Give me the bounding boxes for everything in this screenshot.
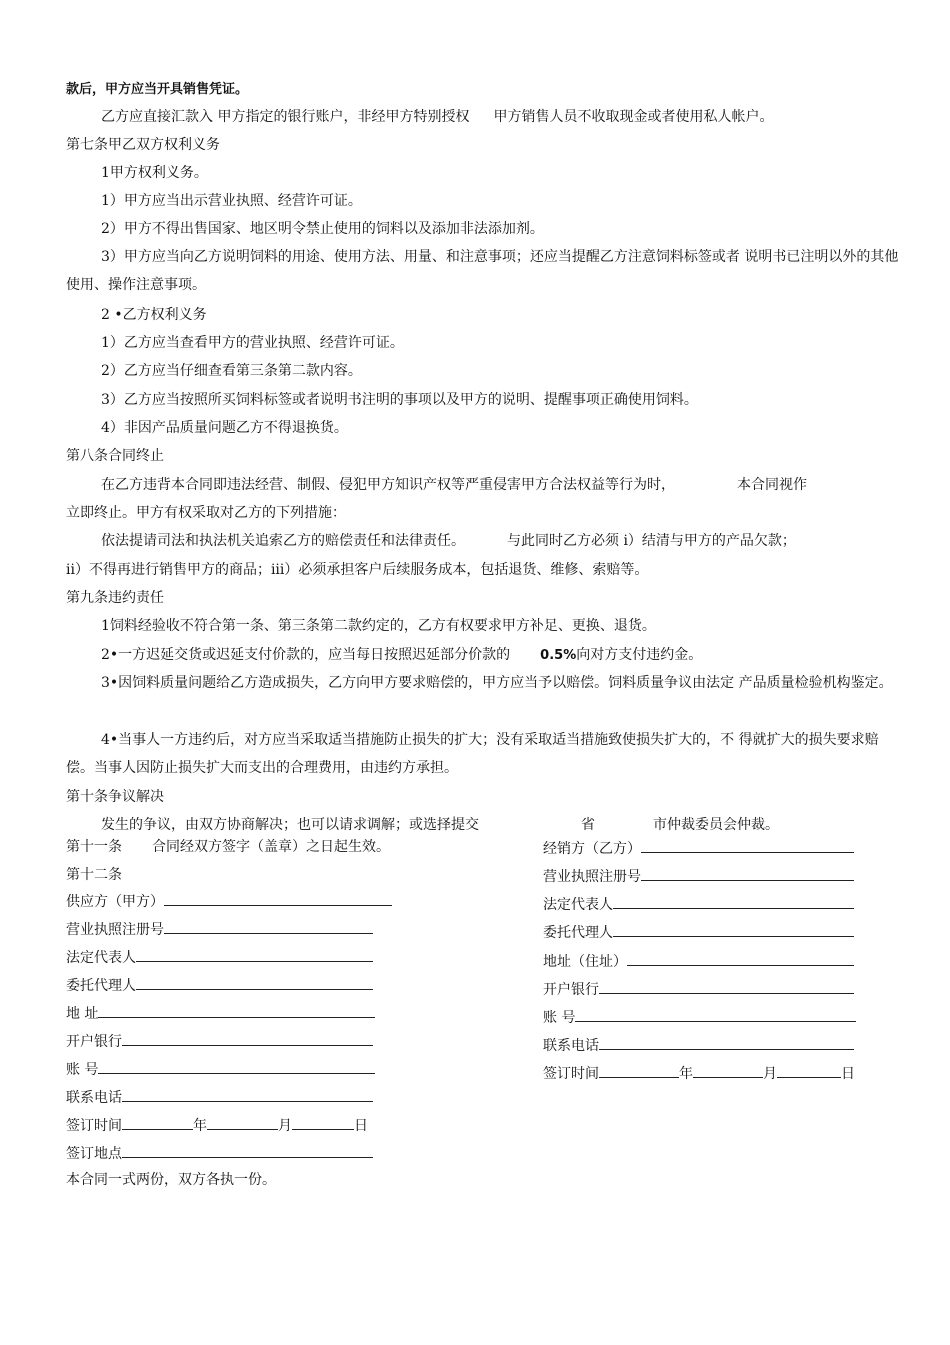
party-b-license: 营业执照注册号: [543, 865, 854, 887]
party-b-rep-blank[interactable]: [613, 893, 854, 909]
party-b-agent-blank[interactable]: [613, 921, 854, 937]
article-7-s1: 1甲方权利义务。: [101, 165, 208, 181]
article-11-label: 第十一条: [66, 839, 122, 855]
article-8-p2a: 依法提请司法和执法机关追索乙方的赔偿责任和法律责任。: [101, 533, 465, 549]
intro-line-1: 款后，甲方应当开具销售凭证。: [66, 82, 249, 97]
party-a-address: 地 址: [66, 1002, 375, 1024]
article-7-s2-4: 4）非因产品质量问题乙方不得退换货。: [101, 420, 348, 436]
article-10-province: 省: [581, 817, 595, 833]
party-a-agent: 委托代理人: [66, 974, 373, 996]
party-b-bank: 开户银行: [543, 978, 854, 1000]
article-11: [66, 837, 390, 857]
party-a-supplier: 供应方（甲方）: [66, 890, 392, 912]
party-b-bank-blank[interactable]: [599, 978, 854, 994]
party-b-rep: 法定代表人: [543, 893, 854, 915]
party-a-month-blank[interactable]: [207, 1114, 278, 1130]
article-7-s1-3: 3）甲方应当向乙方说明饲料的用途、使用方法、用量、和注意事项；还应当提醒乙方注意饲料标签或者 说明书已注明以外的其他使用、操作注意事项。: [66, 249, 899, 293]
closing-note: 本合同一式两份，双方各执一份。: [66, 1172, 276, 1188]
party-b-agent: 委托代理人: [543, 921, 854, 943]
article-10-title: 第十条争议解决: [66, 789, 164, 805]
party-a-account: 账 号: [66, 1058, 375, 1080]
party-b-dealer-blank[interactable]: [641, 837, 854, 853]
article-7-s2-2: 2）乙方应当仔细查看第三条第二款内容。: [101, 363, 362, 379]
party-a-sign-place-blank[interactable]: [122, 1142, 373, 1158]
article-9-c4: 4•当事人一方违约后，对方应当采取适当措施防止损失的扩大；没有采取适当措施致使损失扩大的，不 得就扩大的损失要求赔偿。当事人因防止损失扩大而支出的合理费用，由违约方承担。: [66, 732, 879, 776]
party-a-rep-blank[interactable]: [136, 946, 373, 962]
intro-line-2b: 甲方销售人员不收取现金或者使用私人帐户。: [493, 109, 774, 125]
article-8-p2: [101, 531, 796, 551]
party-a-phone: 联系电话: [66, 1086, 373, 1108]
article-9-c3: 3•因饲料质量问题给乙方造成损失，乙方向甲方要求赔偿的，甲方应当予以赔偿。饲料质量争议由法定 产品质量检验机构鉴定。: [101, 675, 893, 691]
article-9-c2a: 2•一方迟延交货或迟延支付价款的，应当每日按照迟延部分价款的: [101, 647, 511, 663]
article-8-title: 第八条合同终止: [66, 448, 164, 464]
party-a-account-blank[interactable]: [98, 1058, 375, 1074]
penalty-rate: 0.5%: [540, 648, 577, 663]
party-b-month-blank[interactable]: [693, 1062, 763, 1078]
article-7-s1-1: 1）甲方应当出示营业执照、经营许可证。: [101, 193, 362, 209]
party-b-address-blank[interactable]: [627, 950, 854, 966]
party-a-bank: 开户银行: [66, 1030, 373, 1052]
party-a-rep: 法定代表人: [66, 946, 373, 968]
party-b-address: 地址（住址）: [543, 950, 854, 972]
party-b-phone-blank[interactable]: [599, 1034, 854, 1050]
party-b-dealer: 经销方（乙方）: [543, 837, 854, 859]
party-a-day-blank[interactable]: [292, 1114, 354, 1130]
article-8-p1a: 在乙方违背本合同即违法经营、制假、侵犯甲方知识产权等严重侵害甲方合法权益等行为时，: [101, 477, 675, 493]
party-a-supplier-blank[interactable]: [164, 890, 392, 906]
article-7-s2-3: 3）乙方应当按照所买饲料标签或者说明书注明的事项以及甲方的说明、提醒事项正确使用饲料。: [101, 392, 698, 408]
article-7-title: 第七条甲乙双方权利义务: [66, 137, 220, 153]
party-b-license-blank[interactable]: [641, 865, 854, 881]
article-7-s2: 2 •乙方权利义务: [101, 307, 207, 323]
intro-line-2: [101, 107, 773, 127]
article-8-p1: [101, 475, 807, 495]
article-9-c1: 1饲料经验收不符合第一条、第三条第二款约定的，乙方有权要求甲方补足、更换、退货。: [101, 618, 656, 634]
party-a-phone-blank[interactable]: [122, 1086, 373, 1102]
article-8-p2c: ii）不得再进行销售甲方的商品；iii）必须承担客户后续服务成本，包括退货、维修、索赔等。: [66, 562, 649, 578]
party-b-year-blank[interactable]: [599, 1062, 679, 1078]
party-a-year-blank[interactable]: [122, 1114, 193, 1130]
party-a-address-blank[interactable]: [98, 1002, 375, 1018]
article-8-p1c: 立即终止。甲方有权采取对乙方的下列措施：: [66, 505, 346, 521]
party-a-sign-time: 签订时间 年 月 日: [66, 1114, 368, 1136]
party-a-agent-blank[interactable]: [136, 974, 373, 990]
article-11-text: 合同经双方签字（盖章）之日起生效。: [152, 839, 390, 855]
article-9-title: 第九条违约责任: [66, 590, 164, 606]
party-a-bank-blank[interactable]: [122, 1030, 373, 1046]
party-b-account: 账 号: [543, 1006, 856, 1028]
party-b-phone: 联系电话: [543, 1034, 854, 1056]
article-7-s1-2: 2）甲方不得出售国家、地区明令禁止使用的饲料以及添加非法添加剂。: [101, 221, 544, 237]
party-b-sign-time: 签订时间 年 月 日: [543, 1062, 855, 1084]
article-10-a: 发生的争议，由双方协商解决；也可以请求调解；或选择提交: [101, 817, 479, 833]
party-a-sign-place: 签订地点: [66, 1142, 373, 1164]
article-9-c2c: 向对方支付违约金。: [576, 647, 703, 663]
article-9-c2: [101, 645, 702, 666]
article-12-label: 第十二条: [66, 867, 122, 883]
article-8-p1b: 本合同视作: [737, 477, 807, 493]
party-b-day-blank[interactable]: [777, 1062, 841, 1078]
intro-line-2a: 乙方应直接汇款入 甲方指定的银行账户，非经甲方特别授权: [101, 109, 470, 125]
article-10-text: [101, 815, 779, 835]
party-a-license: 营业执照注册号: [66, 918, 373, 940]
party-b-account-blank[interactable]: [575, 1006, 856, 1022]
article-8-p2b: 与此同时乙方必须 i）结清与甲方的产品欠款；: [507, 533, 796, 549]
article-7-s2-1: 1）乙方应当查看甲方的营业执照、经营许可证。: [101, 335, 404, 351]
party-a-license-blank[interactable]: [164, 918, 373, 934]
article-10-c: 市仲裁委员会仲裁。: [653, 817, 779, 833]
